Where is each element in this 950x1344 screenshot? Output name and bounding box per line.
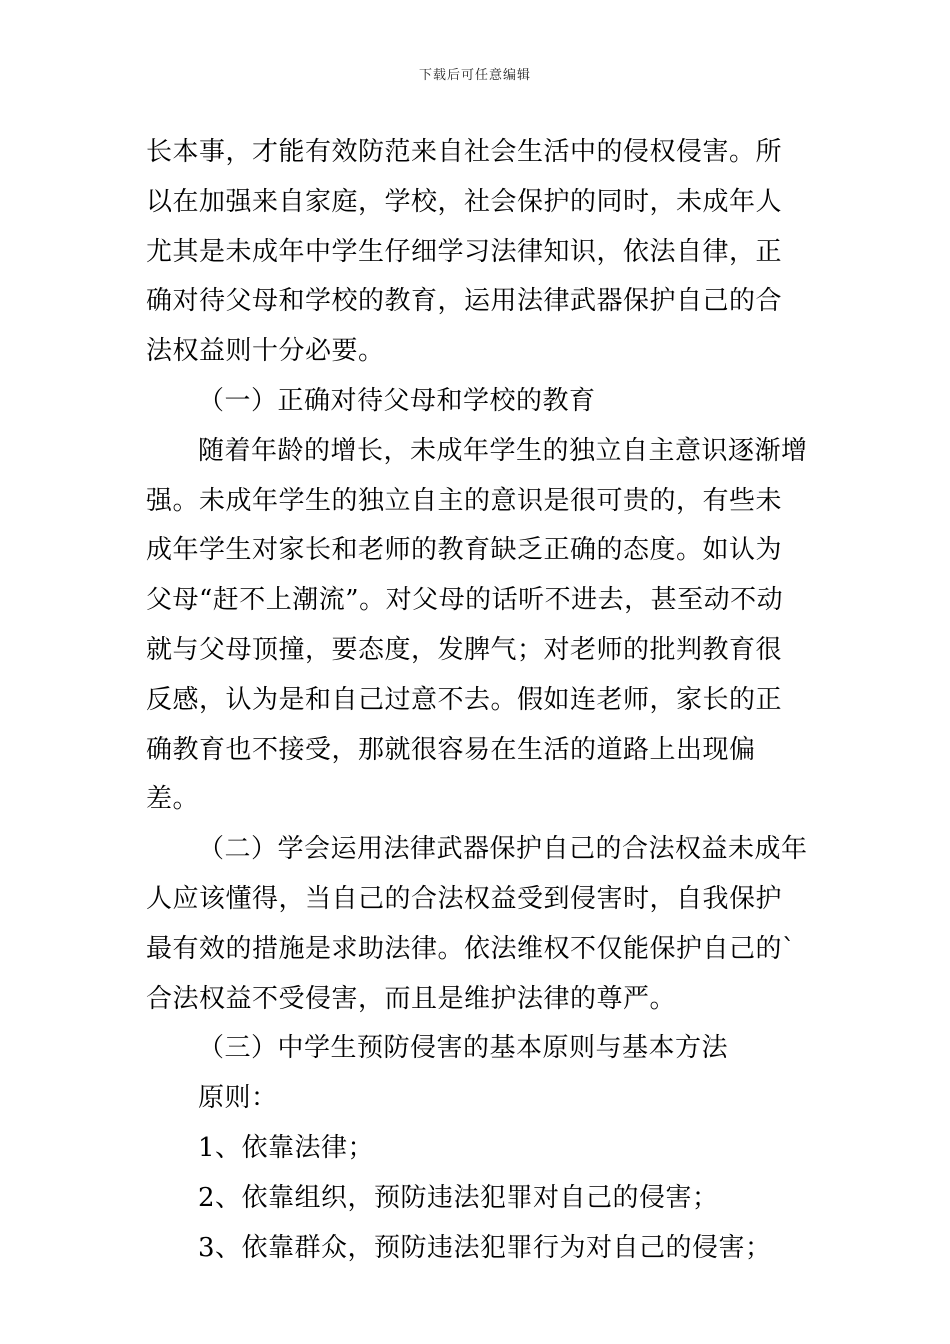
paragraph-section-2: （二）学会运用法律武器保护自己的合法权益未成年人应该懂得，当自己的合法权益受到侵害时，自我保护最有效的措施是求助法律。依法维权不仅能保护自己的`合法权益不受侵害，而且是维护法律的尊严。: [146, 834, 808, 1014]
page-header: 下载后可任意编辑: [418, 68, 531, 83]
paragraph-intro: 长本事，才能有效防范来自社会生活中的侵权侵害。所以在加强来自家庭，学校，社会保护的同时，未成年人尤其是未成年中学生仔细学习法律知识，依法自律，正确对待父母和学校的教育，运用法律武器保护自己的合法权益则十分必要。: [146, 137, 783, 367]
principle-label: 原则：: [198, 1083, 278, 1114]
paragraph-section-1: 随着年龄的增长，未成年学生的独立自主意识逐渐增强。未成年学生的独立自主的意识是很可贵的，有些未成年学生对家长和老师的教育缺乏正确的态度。如认为父母“赶不上潮流”。对父母的话听不进去，甚至动不动就与父母顶撞，要态度，发脾气；对老师的批判教育很反感，认为是和自己过意不去。假如连老师，家长的正确教育也不接受，那就很容易在生活的道路上出现偏差。: [146, 435, 808, 815]
list-item: 3、依靠群众，预防违法犯罪行为对自己的侵害；: [198, 1232, 772, 1263]
section-heading-1: （一）正确对待父母和学校的教育: [198, 385, 596, 416]
section-heading-3: （三）中学生预防侵害的基本原则与基本方法: [198, 1033, 729, 1064]
list-item: 1、依靠法律；: [198, 1132, 375, 1163]
list-item: 2、依靠组织，预防违法犯罪对自己的侵害；: [198, 1182, 719, 1213]
document-body: [146, 128, 808, 1273]
